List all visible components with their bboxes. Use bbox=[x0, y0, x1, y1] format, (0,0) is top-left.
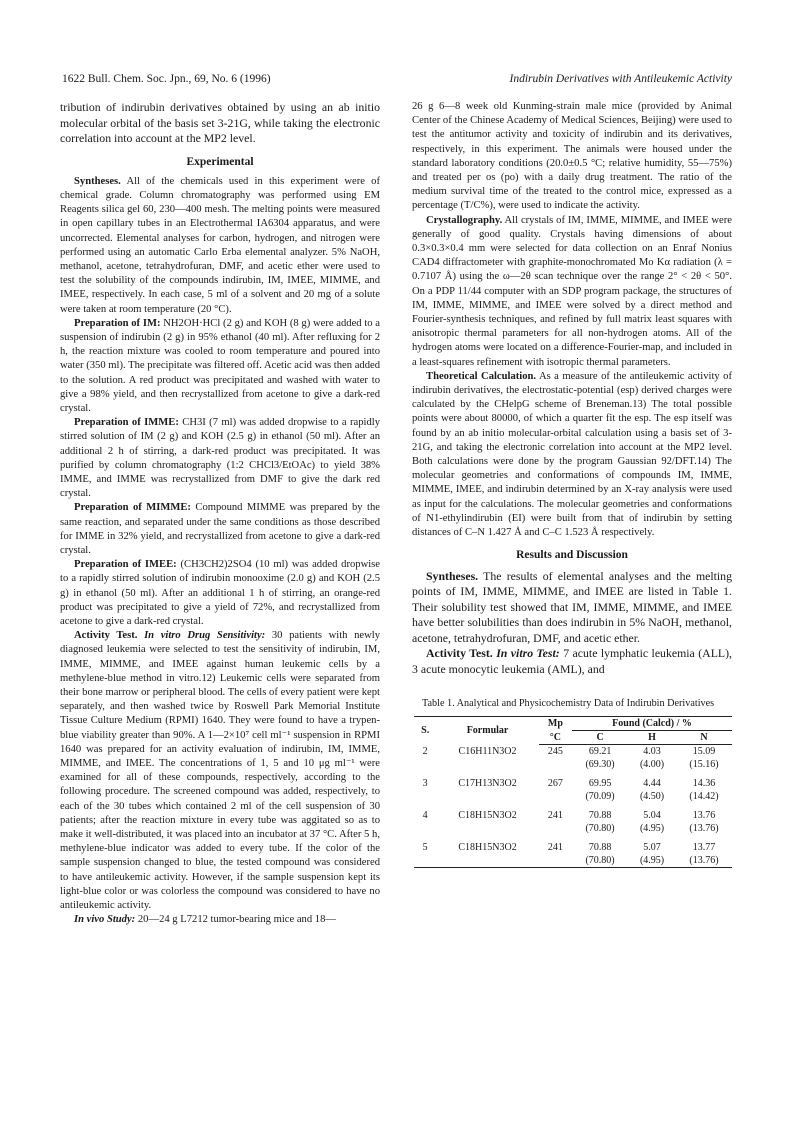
table-row-calcd bbox=[414, 790, 732, 809]
cell-s: 5 bbox=[422, 842, 428, 853]
run-in-subheading: In vitro Test: bbox=[496, 646, 560, 660]
table-row bbox=[414, 841, 732, 854]
paragraph-crystallography bbox=[412, 214, 732, 370]
run-in-subheading: In vivo Study: bbox=[74, 914, 136, 926]
paragraph-text: (CH3CH2)2SO4 (10 ml) was added dropwise to a rapidly stirred solution of indirubin monooxime (2.0 g) and KOH (2.5 g) in ethanol (50 ml). After an additional 1 h of stirring, an orange-red product was precipitated to give a yield of 72%, and recrystallized from acetone to give a dark-red crystal. bbox=[60, 559, 380, 627]
cell-formula: C16H11N3O2 bbox=[458, 745, 517, 757]
cell-mp: 241 bbox=[547, 842, 563, 853]
intro-paragraph: tribution of indirubin derivatives obtained by using an ab initio molecular orbital of the basis set 3-21G, while taking the electronic correlation into account at the MP2 level. bbox=[60, 100, 380, 145]
header-journal-citation: 1622 Bull. Chem. Soc. Jpn., 69, No. 6 (1996) bbox=[62, 73, 271, 85]
data-table bbox=[414, 716, 732, 868]
column-header-found: Found (Calcd) / % bbox=[572, 717, 732, 731]
run-in-heading: Activity Test. bbox=[74, 630, 138, 642]
cell-c-calcd: (70.80) bbox=[572, 854, 628, 868]
cell-s: 4 bbox=[422, 810, 428, 821]
paragraph-text: CH3I (7 ml) was added dropwise to a rapidly stirred solution of IM (2 g) and KOH (2.5 g) in ethanol (50 ml). After an additional 2 h of stirring, a dark-red product was precipitated. It was purified by column chromatography (1:2 CHCl3/EtOAc) to yield 38% IMME, and IMME was recrystallized from DMF to give the dark red crystal. bbox=[60, 417, 380, 500]
paragraph-text: The results of elemental analyses and the melting points of IM, IMME, MIMME, and IMEE are listed in Table 1. Their solubility test showed that IM, IMME, MIMME, and IMEE have better solubilities than does indirubin in 5% NaOH, methanol, acetone, tetrahydrofuran, DMF, and acetic ether. bbox=[412, 568, 732, 645]
section-heading-results: Results and Discussion bbox=[516, 549, 628, 562]
paragraph-text: As a measure of the antileukemic activity of indirubin derivatives, the electrostatic-potential (esp) derived charges were calculated by the CHelpG scheme of Breneman.13) The total possible points were about 80000, of which a quarter fit the esp. The esp itself was found by an ab initio molecular-orbital calculation using a basis set of 3-21G, and taking the electronic correlation into account at the MP2 level. Both calculations were done by the program Gaussian 92/DFT.14) The molecular geometries and conformations of compounds IM, IMME, MIMME, IMEE, and indirubin determined by an X-ray analysis were used as input for the calculations. The molecular geometries and conformations of N1-ethylindirubin (EI) were built from that of indirubin by setting distances of C–N 1.427 Å and C–C 1.523 Å respectively. bbox=[412, 370, 732, 539]
cell-c-calcd: (69.30) bbox=[585, 759, 615, 770]
cell-mp: 245 bbox=[547, 746, 563, 757]
cell-n-calcd: (13.76) bbox=[676, 854, 732, 868]
right-column bbox=[412, 100, 732, 868]
table-row bbox=[414, 745, 732, 759]
cell-h: 4.44 bbox=[643, 778, 661, 789]
cell-c-calcd: (70.80) bbox=[585, 823, 615, 834]
cell-n: 14.36 bbox=[692, 778, 716, 789]
column-header-c: C bbox=[572, 731, 628, 745]
paragraph-text: 7 acute lymphatic leukemia (ALL), 3 acute monocytic leukemia (AML), and bbox=[412, 646, 732, 676]
column-header-h: H bbox=[628, 731, 676, 745]
paragraph-in-vivo-continued: 26 g 6—8 week old Kunming-strain male mice (provided by Animal Center of the Chinese Academy of Medical Sciences, Beijing) were used to test the antitumor activity and toxicity of indirubin and its derivatives, respectively, in this experiment. The animals were housed under the standard laboratory conditions (20.0±0.5 °C; relative humidity, 55—75%) and treated per os (po) with a daily drug treatment. The ratio of the medium survival time of the treated to the control mice, expressed as a percentage (T/C%), were used to indicate the activity. bbox=[412, 101, 732, 212]
cell-h-calcd: (4.50) bbox=[639, 791, 665, 802]
header-article-title: Indirubin Derivatives with Antileukemic Activity bbox=[509, 73, 732, 85]
run-in-heading: Preparation of IMEE: bbox=[74, 559, 177, 571]
column-header-n: N bbox=[676, 731, 732, 745]
paragraph-syntheses bbox=[60, 175, 380, 317]
cell-c: 69.21 bbox=[588, 746, 612, 757]
left-column bbox=[60, 100, 380, 927]
cell-s: 2 bbox=[422, 745, 428, 757]
paragraph-prep-im bbox=[60, 317, 380, 416]
running-header bbox=[62, 73, 732, 89]
table-caption: Table 1. Analytical and Physicochemistry Data of Indirubin Derivatives bbox=[422, 698, 715, 709]
cell-h: 5.07 bbox=[643, 842, 661, 853]
paragraph-activity-test bbox=[60, 629, 380, 913]
paragraph-text: All of the chemicals used in this experiment were of chemical grade. Column chromatography was performed using EM Reagents silica gel 60, 230—400 mesh. The melting points were measured in open capillary tubes in an Electrothermal IA6304 apparatus, and were uncorrected. Elemental analyses for carbon, hydrogen, and nitrogen were performed using an automatic Carlo Erba elemental analyzer. 5% NaOH, methanol, acetone, tetrahydrofuran, DMF, and acetic ether were used to test the solubility of the compounds indirubin, IM, IMEE, MIMME, and IMEE, respectively. In each case, 5 ml of a solvent and 20 mg of a solute were taken at room temperature (20 °C). bbox=[60, 175, 380, 315]
column-header-s: S. bbox=[414, 717, 436, 745]
cell-mp: 267 bbox=[547, 778, 563, 789]
run-in-heading: Syntheses. bbox=[426, 568, 479, 583]
paragraph-theoretical-calculation bbox=[412, 370, 732, 540]
cell-h: 4.03 bbox=[643, 746, 661, 757]
paragraph-text: NH2OH·HCl (2 g) and KOH (8 g) were added to a suspension of indirubin (2 g) in 95% ethanol (40 ml). After refluxing for 2 h, the reaction mixture was cooled to room temperature and poured into water (350 ml). The precipitate was filtered off. Acetic acid was then added to the solution. A red product was precipitated and washed with water to give a 98% yield, and then recrystallized from acetone to give a dark-red crystal. bbox=[60, 317, 380, 414]
cell-n: 13.76 bbox=[692, 810, 716, 821]
paragraph-prep-imme bbox=[60, 416, 380, 501]
cell-n: 15.09 bbox=[692, 746, 716, 757]
run-in-heading: Preparation of IMME: bbox=[74, 417, 179, 429]
cell-n: 13.77 bbox=[692, 842, 716, 853]
paragraph-results-activity bbox=[412, 646, 732, 677]
cell-c-calcd: (70.09) bbox=[585, 791, 615, 802]
paragraph-prep-imee bbox=[60, 558, 380, 629]
cell-c: 69.95 bbox=[588, 778, 612, 789]
cell-n-calcd: (15.16) bbox=[689, 759, 719, 770]
run-in-heading: Preparation of IM: bbox=[74, 317, 161, 329]
table-row-calcd bbox=[414, 854, 732, 868]
table-row-calcd bbox=[414, 758, 732, 777]
section-heading-experimental: Experimental bbox=[186, 155, 254, 168]
cell-h-calcd: (4.00) bbox=[639, 759, 665, 770]
table-row bbox=[414, 809, 732, 822]
cell-formula: C17H13N3O2 bbox=[458, 778, 517, 789]
paragraph-results-syntheses bbox=[412, 569, 732, 647]
paragraph-text: Compound MIMME was prepared by the same reaction, and separated under the same conditions as those described for IMME in 32% yield, and recrystallized from acetone to give a dark-red crystal. bbox=[60, 502, 380, 556]
cell-h-calcd: (4.95) bbox=[639, 823, 665, 834]
paragraph-in-vivo bbox=[60, 913, 380, 927]
cell-formula: C18H15N3O2 bbox=[458, 842, 517, 853]
cell-mp: 241 bbox=[547, 810, 563, 821]
column-header-formular: Formular bbox=[436, 717, 538, 745]
run-in-subheading: In vitro Drug Sensitivity: bbox=[144, 630, 266, 642]
run-in-heading: Syntheses. bbox=[74, 175, 121, 187]
paragraph-prep-mimme bbox=[60, 501, 380, 558]
cell-n-calcd: (14.42) bbox=[689, 791, 719, 802]
column-header-mp-unit: °C bbox=[539, 731, 572, 745]
cell-formula: C18H15N3O2 bbox=[458, 810, 517, 821]
paragraph-text: All crystals of IM, IMME, MIMME, and IMEE were generally of good quality. Crystals having dimensions of about 0.3×0.3×0.4 mm were selected for data collection on an Enraf Nonius CAD4 diffractometer with graphite-monochromated Mo Kα radiation (λ = 0.7107 Å) using the ω—2θ scan technique over the range 2° < 2θ < 50°. On a PDP 11/44 computer with an SDP program package, the structures of IM, IMME, MIMME, and IMEE were solved by a direct method and Fourier-synthesis techniques, and refined by full matrix least squares with anisotropic thermal parameters for all non-hydrogen atoms. All of the hydrogen atoms were located on a difference-Fourier-map, and included in a least-squares refinement with isotropic thermal parameters. bbox=[412, 214, 732, 368]
run-in-heading: Preparation of MIMME: bbox=[74, 502, 191, 514]
table-row bbox=[414, 777, 732, 790]
paragraph-text: 30 patients with newly diagnosed leukemia were selected to test the sensitivity of indirubin, IM, IMME, MIMME, and IMEE against human leukemic cells by a methylene-blue method in vitro.12) Leukemic cells were separated from their bone marrow or peripheral blood. The cells of every patient were kept separately, and then washed twice by Roswell Park Memorial Institute Tissue Culture Medium (RPMI) 1640. They were found to have a trypen-blue viability greater than 90%. A 1—2×10⁷ cell ml⁻¹ suspension in RPMI 1640 was prepared for an activity evaluation of indirubin, IM, IMME, MIMME, and IMEE. The concentrations of 1, 5 and 10 μg ml⁻¹ were examined for all of these compounds, respectively, according to the following procedure. The screened compound was added, respectively, to each of the 30 tubes which contained 2 ml of the cell suspension of 30 patients; after the reaction mixture in every tube was aggitated so as to make it well-distributed, it was placed into an incubator at 37 °C. After 5 h, methylene-blue indicator was added to every tube. If the color of the sample suspension changed to blue, the tested compound was considered to have antileukemic activity. However, if the sample suspension kept its light-blue color or was colorless the compound was considered to have no antileukemic activity. bbox=[60, 630, 380, 912]
table-row-calcd bbox=[414, 822, 732, 841]
cell-h: 5.04 bbox=[643, 810, 661, 821]
cell-c: 70.88 bbox=[588, 842, 612, 853]
run-in-heading: Activity Test. bbox=[426, 646, 493, 660]
column-header-mp: Mp bbox=[539, 717, 572, 731]
run-in-heading: Crystallography. bbox=[426, 214, 503, 226]
cell-s: 3 bbox=[422, 778, 428, 789]
paragraph-text: 20—24 g L7212 tumor-bearing mice and 18— bbox=[137, 914, 336, 926]
cell-h-calcd: (4.95) bbox=[628, 854, 676, 868]
cell-n-calcd: (13.76) bbox=[689, 823, 719, 834]
run-in-heading: Theoretical Calculation. bbox=[426, 370, 537, 382]
cell-c: 70.88 bbox=[588, 810, 612, 821]
